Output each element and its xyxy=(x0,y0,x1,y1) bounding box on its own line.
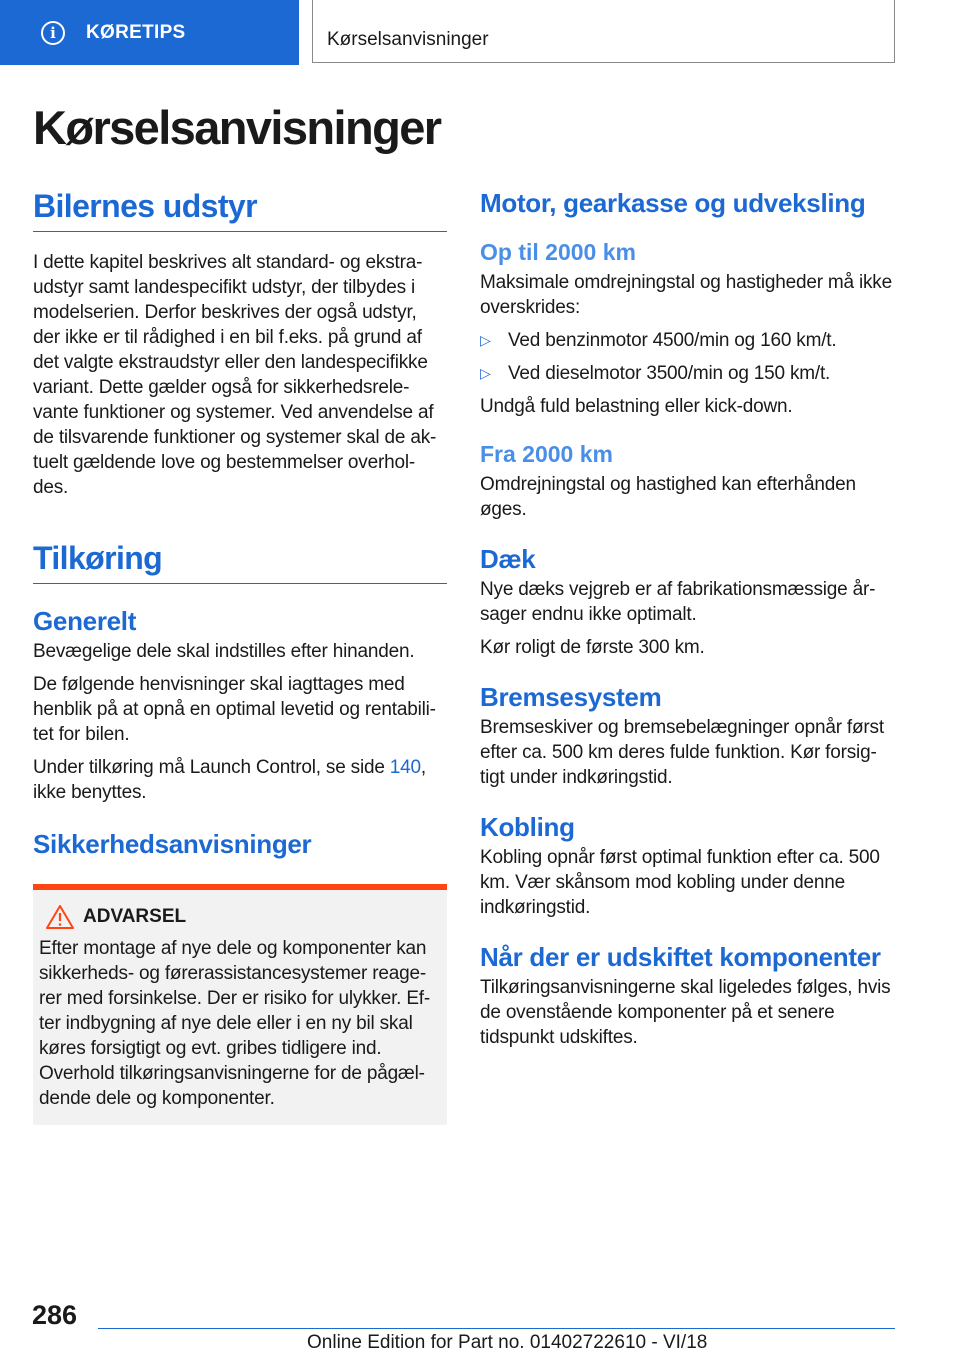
heading-generelt: Generelt xyxy=(33,606,137,636)
right-column xyxy=(480,188,900,1050)
paragraph-undga: Undgå fuld belastning eller kick-down. xyxy=(480,396,793,417)
paragraph-bremsesystem: Bremseskiver og bremsebelægninger opnår først efter ca. 500 km deres fulde funktion. Kør forsig-tigt under indkøringstid. xyxy=(480,717,884,788)
chapter-header xyxy=(312,0,895,63)
warning-triangle-icon xyxy=(45,904,75,930)
info-icon: i xyxy=(41,21,65,45)
heading-bremsesystem: Bremsesystem xyxy=(480,682,662,712)
paragraph-naar-udskiftet: Tilkøringsanvisningerne skal ligeledes følges, hvis de ovenstående komponenter på et senere tidspunkt udskiftes. xyxy=(480,977,891,1048)
list-item-text: Ved benzinmotor 4500/min og 160 km/t. xyxy=(508,330,837,351)
paragraph-bilernes-udstyr: I dette kapitel beskrives alt standard- og ekstra-udstyr samt landespecifikt udstyr, der tilbydes i modelserien. Derfor beskrives der også udstyr, der ikke er til rådighed i en bil f.eks. på grund af det valgte ekstraudstyr eller den landespecifikke variant. Dette gælder også for sikkerhedsrele-vante funktioner og systemer. Ved anvendelse af de tilsvarende funktioner og systemer skal de ak-tuelt gældende love og bestemmelser overhol-des. xyxy=(33,252,437,498)
footer-edition: Online Edition for Part no. 01402722610 - VI/18 xyxy=(307,1332,708,1353)
warning-label: ADVARSEL xyxy=(83,906,187,927)
page-number: 286 xyxy=(32,1300,78,1330)
list-item-text: Ved dieselmotor 3500/min og 150 km/t. xyxy=(508,363,831,384)
warning-box xyxy=(33,884,447,1125)
paragraph-kobling: Kobling opnår først optimal funktion efter ca. 500 km. Vær skånsom mod kobling under denne indkøringstid. xyxy=(480,847,880,918)
speed-limits-list xyxy=(480,328,900,386)
heading-daek: Dæk xyxy=(480,544,536,574)
warning-header xyxy=(39,904,439,930)
paragraph-generelt-1: Bevægelige dele skal indstilles efter hinanden. xyxy=(33,641,415,662)
heading-tilkoring: Tilkøring xyxy=(33,540,447,584)
heading-fra-2000: Fra 2000 km xyxy=(480,441,613,467)
triangle-bullet-icon: ▷ xyxy=(480,332,491,348)
paragraph-daek-2: Kør roligt de første 300 km. xyxy=(480,637,705,658)
paragraph-generelt-3 xyxy=(33,755,447,805)
heading-motor: Motor, gearkasse og udveksling xyxy=(480,188,866,218)
paragraph-generelt-3-end: , ikke benyttes. xyxy=(33,757,426,803)
paragraph-daek-1: Nye dæks vejgreb er af fabrikationsmæssige år-sager endnu ikke optimalt. xyxy=(480,579,876,625)
page-link-140[interactable]: 140 xyxy=(389,757,421,778)
paragraph-fra-2000: Omdrejningstal og hastighed kan efterhånden øges. xyxy=(480,474,856,520)
section-tab[interactable] xyxy=(0,0,299,65)
paragraph-op-til-2000: Maksimale omdrejningstal og hastigheder må ikke overskrides: xyxy=(480,272,892,318)
triangle-bullet-icon: ▷ xyxy=(480,365,491,381)
paragraph-generelt-3-text: Under tilkøring må Launch Control, se side xyxy=(33,757,390,778)
heading-sikkerhedsanvisninger: Sikkerhedsanvisninger xyxy=(33,829,312,859)
left-column xyxy=(33,188,447,1125)
heading-naar-udskiftet: Når der er udskiftet komponenter xyxy=(480,942,881,972)
section-tab-label: KØRETIPS xyxy=(86,21,186,43)
paragraph-generelt-2: De følgende henvisninger skal iagttages med henblik på at opnå en optimal levetid og rentabili-tet for bilen. xyxy=(33,674,436,745)
list-item xyxy=(480,328,900,353)
footer-divider xyxy=(98,1328,895,1329)
page-title: Kørselsanvisninger xyxy=(33,101,441,154)
list-item xyxy=(480,361,900,386)
heading-kobling: Kobling xyxy=(480,812,575,842)
warning-text: Efter montage af nye dele og komponenter kan sikkerheds- og førerassistancesystemer reage-rer med forsinkelse. Der er risiko for ulykker. Ef-ter indbygning af nye dele eller i en ny bil skal køres forsigtigt og evt. gribes tidligere ind. Overhold tilkøringsanvisningerne for de pågæl-dende dele og komponenter. xyxy=(39,938,431,1109)
heading-op-til-2000: Op til 2000 km xyxy=(480,239,636,265)
chapter-title: Kørselsanvisninger xyxy=(327,29,489,50)
heading-bilernes-udstyr: Bilernes udstyr xyxy=(33,188,447,232)
